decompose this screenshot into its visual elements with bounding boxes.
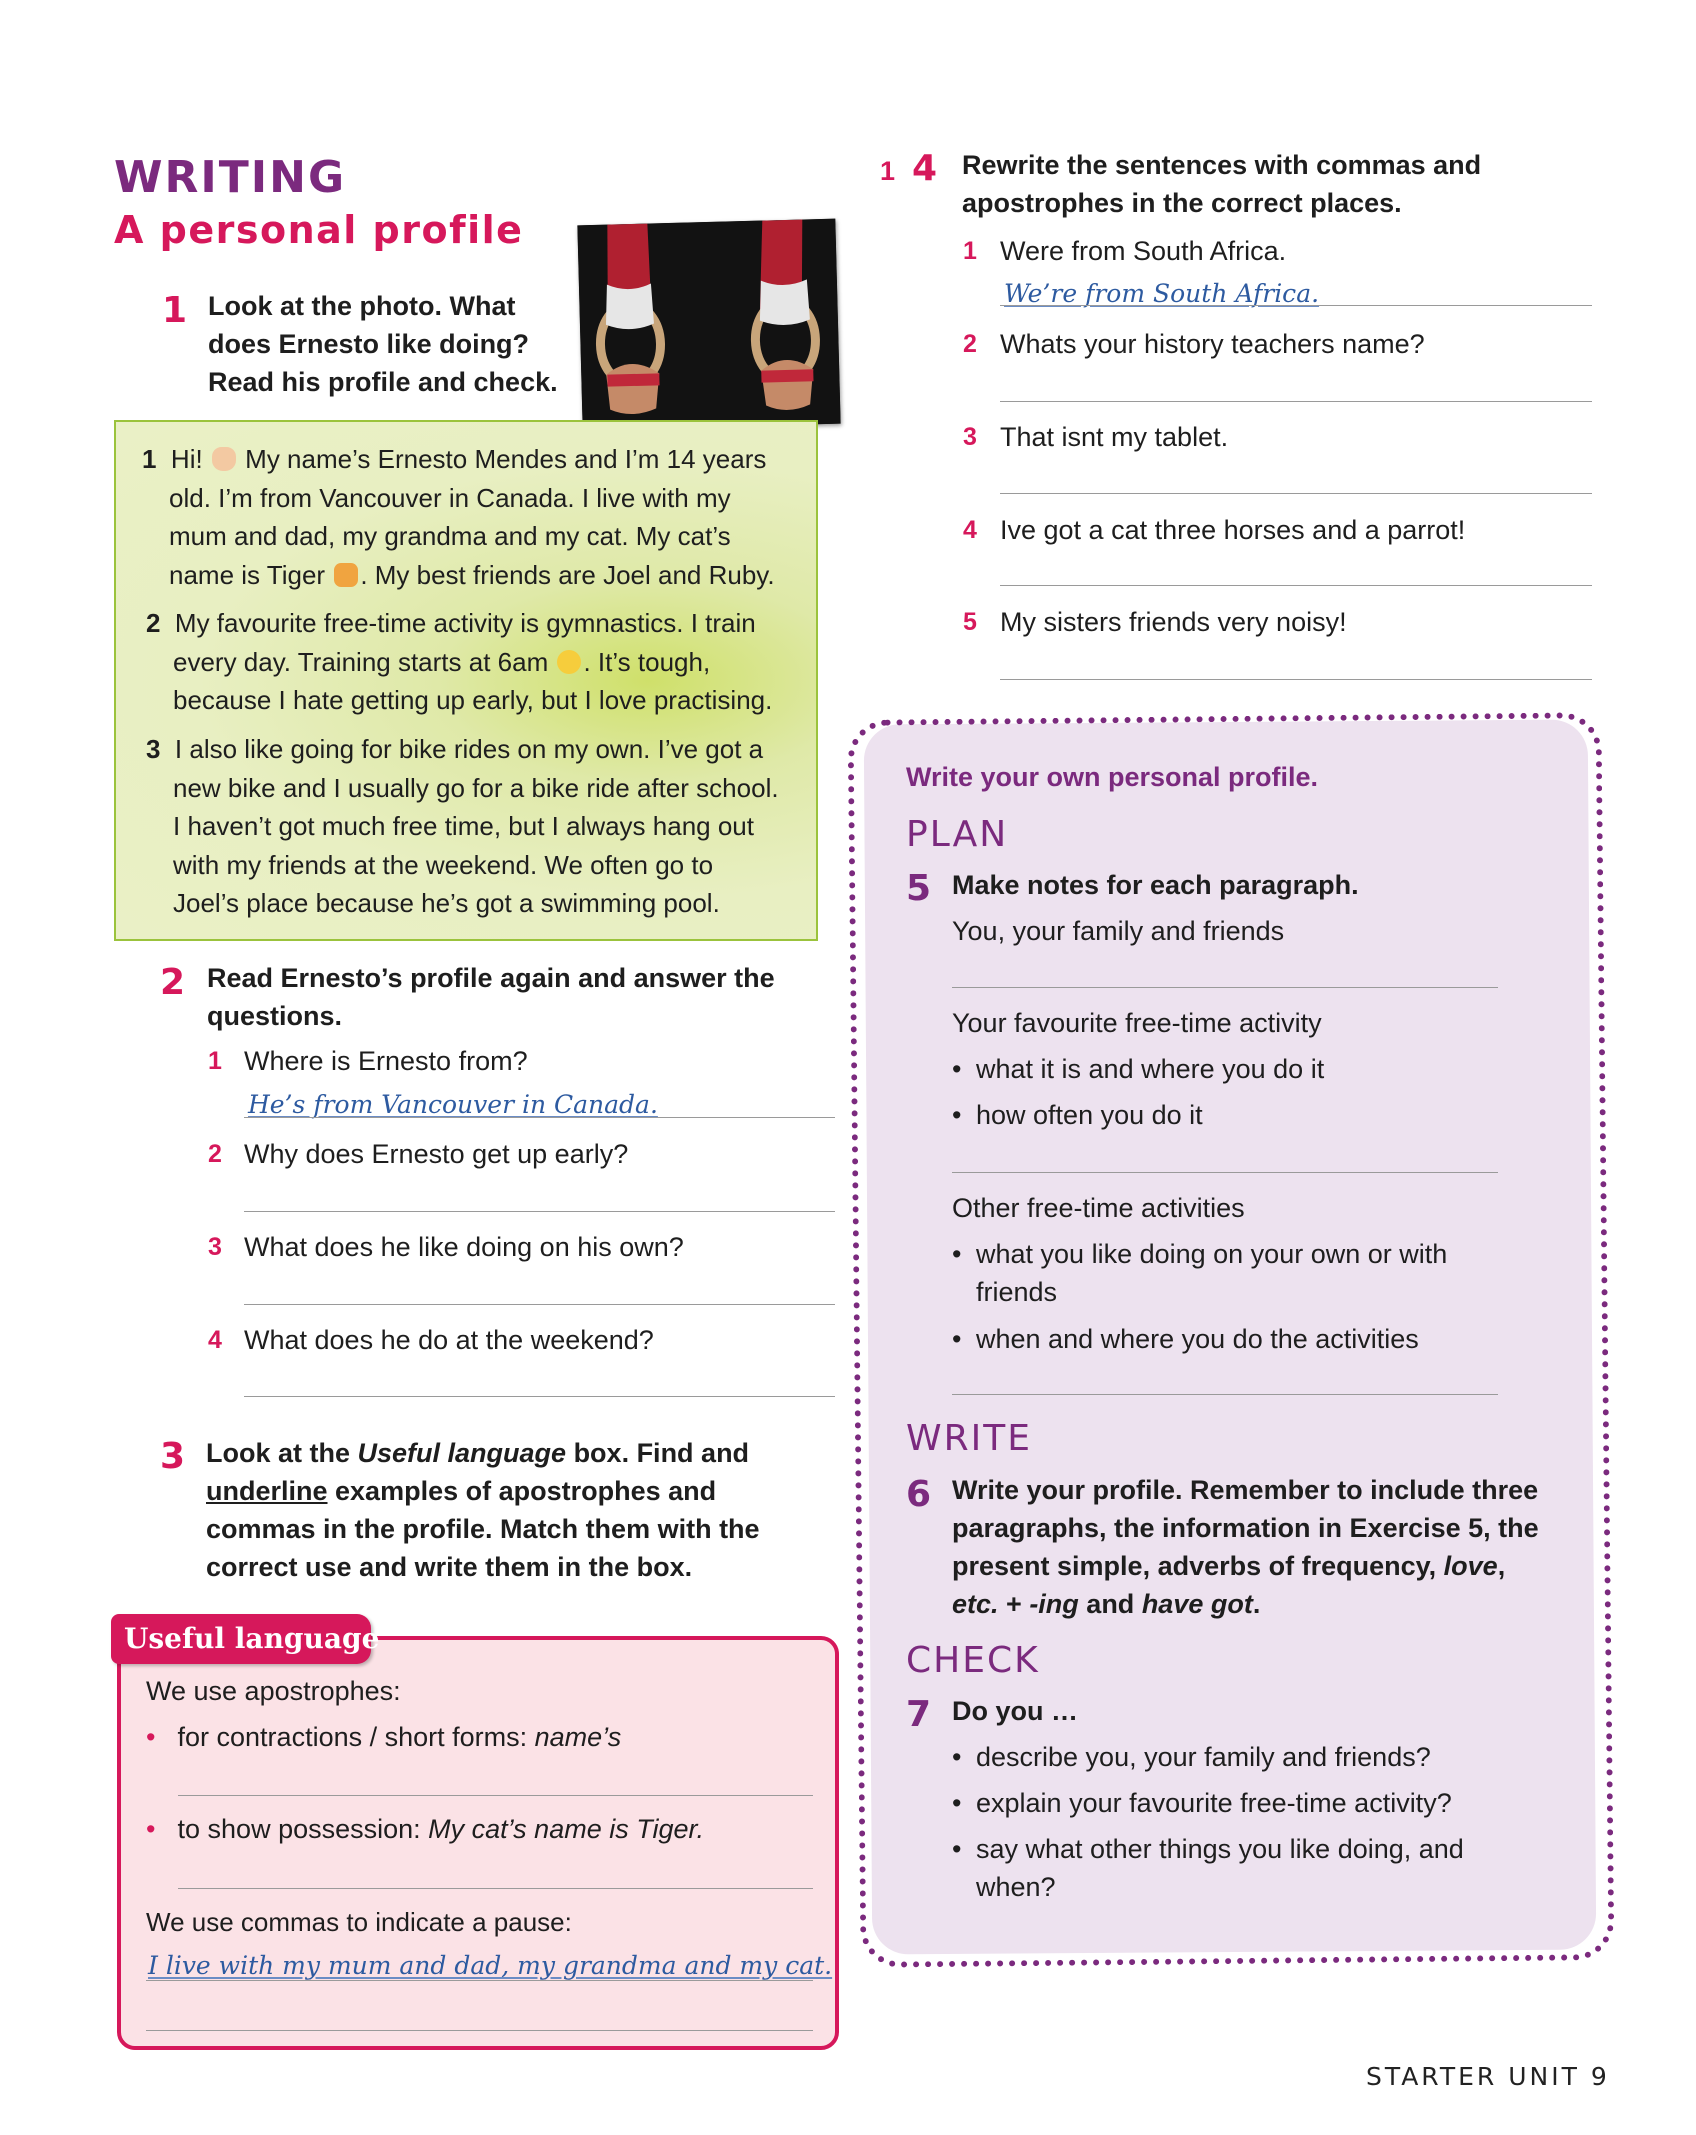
exercise-2-number: 2: [160, 962, 186, 1003]
section-title: WRITING: [114, 152, 347, 203]
question-text: Why does Ernesto get up early?: [244, 1139, 629, 1169]
sentence-number: 4: [963, 516, 977, 544]
check-bullet: • explain your favourite free-time activity?: [952, 1788, 1452, 1818]
check-bullet: • describe you, your family and friends?: [952, 1742, 1431, 1772]
write-heading: WRITE: [906, 1418, 1032, 1459]
check-heading: CHECK: [906, 1640, 1040, 1681]
difficulty-level: 1: [880, 156, 896, 186]
question-text: What does he do at the weekend?: [244, 1325, 654, 1355]
answer-line[interactable]: [244, 1304, 835, 1305]
apostrophe-use-2: • to show possession: My cat’s name is Tiger.: [146, 1810, 704, 1848]
plan-heading: PLAN: [906, 814, 1009, 855]
sentence-number: 5: [963, 608, 977, 636]
paragraph-number: 2: [146, 608, 161, 638]
answer-field[interactable]: He’s from Vancouver in Canada.: [248, 1090, 658, 1119]
notes-group-favourite: Your favourite free-time activity: [952, 1008, 1322, 1038]
question-text: What does he like doing on his own?: [244, 1232, 684, 1262]
exercise-4-number: 4: [912, 148, 938, 189]
answer-line: [1000, 305, 1592, 306]
answer-line: [146, 1980, 813, 1981]
gymnastics-rings-photo: [577, 219, 840, 431]
question-number: 4: [208, 1326, 222, 1354]
exercise-3-number: 3: [160, 1436, 186, 1477]
page-footer: STARTER UNIT 9: [1366, 2062, 1610, 2091]
answer-line[interactable]: [1000, 493, 1592, 494]
notes-line[interactable]: [952, 1172, 1498, 1173]
exercise-7-number: 7: [906, 1694, 932, 1735]
notes-bullet: • how often you do it: [952, 1100, 1203, 1130]
answer-line[interactable]: [178, 1795, 813, 1796]
task-intro: Write your own personal profile.: [906, 762, 1319, 792]
question-number: 3: [208, 1233, 222, 1261]
profile-paragraph-3: 3 I also like going for bike rides on my own. I’ve got a new bike and I usually go for a bike ride after school. I haven’t got much free time, but I always hang out with my friends at the weekend. We often go to Joel’s place because he’s got a swimming pool.: [146, 734, 779, 918]
apostrophes-heading: We use apostrophes:: [146, 1676, 401, 1706]
paragraph-number: 3: [146, 734, 161, 764]
question-number: 2: [208, 1140, 222, 1168]
exercise-7-instruction: Do you …: [952, 1696, 1078, 1726]
waving-hand-icon: [212, 447, 236, 471]
answer-line[interactable]: [178, 1888, 813, 1889]
answer-line[interactable]: [244, 1211, 835, 1212]
notes-line[interactable]: [952, 987, 1498, 988]
tiger-face-icon: [334, 563, 358, 587]
answer-line[interactable]: [1000, 585, 1592, 586]
exercise-1-instruction: Look at the photo. What does Ernesto like doing? Read his profile and check.: [208, 291, 558, 397]
sentence-text: My sisters friends very noisy!: [1000, 607, 1347, 637]
profile-paragraph-1: 1 Hi! My name’s Ernesto Mendes and I’m 14 years old. I’m from Vancouver in Canada. I live with my mum and dad, my grandma and my cat. My cat’s name is Tiger . My best friends are Joel and Ruby.: [142, 444, 775, 590]
exercise-5-instruction: Make notes for each paragraph.: [952, 870, 1359, 900]
commas-answer[interactable]: I live with my mum and dad, my grandma and my cat.: [148, 1951, 833, 1980]
sentence-text: That isnt my tablet.: [1000, 422, 1229, 452]
exercise-4-instruction: Rewrite the sentences with commas and apostrophes in the correct places.: [962, 150, 1482, 218]
answer-line[interactable]: [1000, 401, 1592, 402]
exercise-5-number: 5: [906, 868, 932, 909]
grimacing-face-icon: [557, 650, 581, 674]
exercise-1-number: 1: [162, 290, 188, 331]
notes-bullet: • when and where you do the activities: [952, 1324, 1419, 1354]
check-bullet: • say what other things you like doing, and when?: [952, 1834, 1464, 1902]
sentence-number: 2: [963, 330, 977, 358]
sentence-text: Whats your history teachers name?: [1000, 329, 1425, 359]
notes-group-other: Other free-time activities: [952, 1193, 1245, 1223]
commas-heading: We use commas to indicate a pause:: [146, 1907, 572, 1937]
exercise-2-instruction: Read Ernesto’s profile again and answer the questions.: [207, 963, 775, 1031]
notes-bullet: • what you like doing on your own or with friends: [952, 1239, 1448, 1307]
bullet: •: [146, 1814, 156, 1844]
bullet: •: [146, 1722, 156, 1752]
answer-line: [244, 1117, 835, 1118]
sentence-number: 3: [963, 423, 977, 451]
exercise-3-instruction: Look at the Useful language box. Find and underline examples of apostrophes and commas in the profile. Match them with the correct use and write them in the box.: [206, 1438, 760, 1582]
page-subtitle: A personal profile: [114, 208, 524, 252]
exercise-6-instruction: Write your profile. Remember to include three paragraphs, the information in Exercise 5, the present simple, adverbs of frequency, love, etc. + -ing and have got.: [952, 1475, 1539, 1619]
answer-field[interactable]: We’re from South Africa.: [1004, 279, 1320, 308]
notes-group-family: You, your family and friends: [952, 916, 1285, 946]
sentence-number: 1: [963, 237, 977, 265]
notes-bullet: • what it is and where you do it: [952, 1054, 1325, 1084]
sentence-text: Ive got a cat three horses and a parrot!: [1000, 515, 1466, 545]
paragraph-number: 1: [142, 444, 157, 474]
answer-line[interactable]: [146, 2030, 813, 2031]
useful-language-tab-label: Useful language: [124, 1622, 380, 1655]
exercise-6-number: 6: [906, 1474, 932, 1515]
answer-line[interactable]: [244, 1396, 835, 1397]
sentence-text: Were from South Africa.: [1000, 236, 1287, 266]
profile-paragraph-2: 2 My favourite free-time activity is gymnastics. I train every day. Training starts at 6am . It’s tough, because I hate getting up early, but I love practising.: [146, 608, 773, 715]
question-text: Where is Ernesto from?: [244, 1046, 528, 1076]
notes-line[interactable]: [952, 1394, 1498, 1395]
answer-line[interactable]: [1000, 679, 1592, 680]
apostrophe-use-1: • for contractions / short forms: name’s: [146, 1718, 621, 1756]
question-number: 1: [208, 1047, 222, 1075]
